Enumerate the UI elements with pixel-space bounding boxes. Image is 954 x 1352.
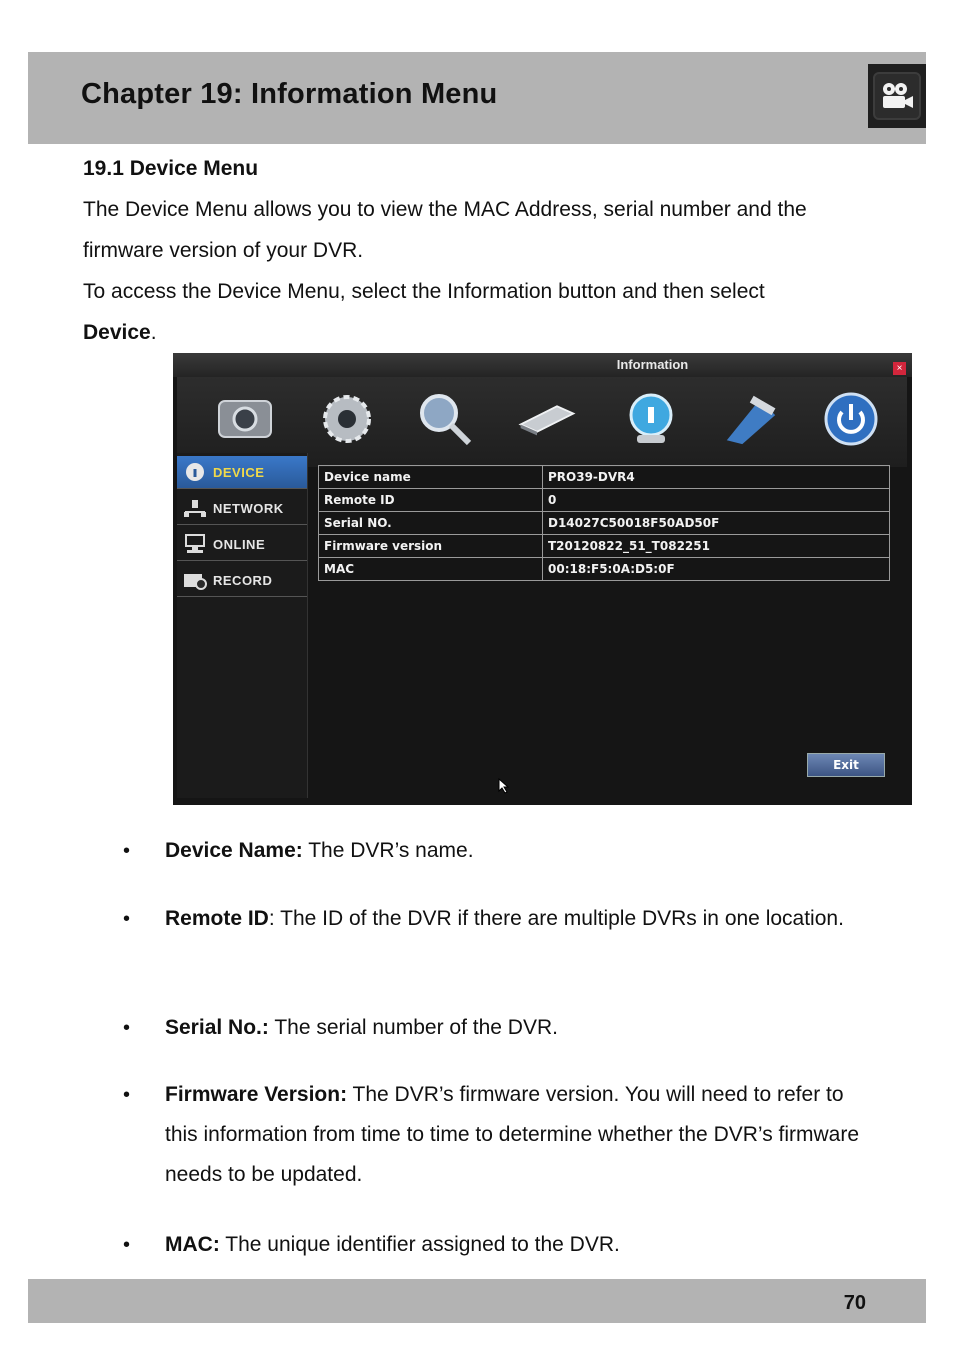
bullet-term: Device Name: [165,839,303,862]
record-icon [183,570,207,590]
video-camera-icon [868,64,926,128]
sidebar-item-online[interactable] [177,528,307,561]
access-end: . [150,321,157,344]
dvr-titlebar [173,353,912,377]
bullet-term: MAC: [165,1233,220,1256]
page-footer [28,1279,926,1323]
row-value: 00:18:F5:0A:D5:0F [543,558,890,581]
row-value: 0 [543,489,890,512]
page-number: 70 [843,1292,866,1314]
mouse-cursor-icon [498,778,510,794]
bullet-text: The DVR’s firmware version. You will need to refer to this information from time to time to determine whether the DVR’s firmware needs to be updated. [165,1083,860,1186]
dvr-window-title: Information [616,357,689,372]
sidebar-item-device[interactable] [177,456,307,489]
info-icon[interactable] [621,389,681,449]
disk-icon[interactable] [517,389,577,449]
chapter-header [28,52,926,144]
list-item: • Firmware Version: The DVR’s firmware version. You will need to refer to this information from time to time to determine whether the DVR’s firmware needs to be updated. [123,1083,860,1186]
row-key: Remote ID [319,489,543,512]
system-icon[interactable] [215,389,275,449]
row-key: MAC [319,558,543,581]
row-value: T20120822_51_T082251 [543,535,890,558]
bullet-text: : The ID of the DVR if there are multiple DVRs in one location. [268,907,844,930]
table-row [319,466,890,489]
search-icon[interactable] [415,389,475,449]
bullet-text: The unique identifier assigned to the DVR. [219,1233,620,1256]
access-bold: Device [83,321,151,344]
device-info-table [318,465,890,581]
access-paragraph [83,271,883,353]
section-title: 19.1 Device Menu [83,157,259,180]
close-icon[interactable]: × [893,362,906,375]
row-value: PRO39-DVR4 [543,466,890,489]
table-row [319,489,890,512]
list-item: • Serial No.: The serial number of the DVR. [123,1016,558,1039]
table-row [319,558,890,581]
access-text: To access the Device Menu, select the Information button and then select [83,280,765,303]
sidebar-item-label: DEVICE [213,464,265,480]
row-value: D14027C50018F50AD50F [543,512,890,535]
exit-button[interactable]: Exit [807,753,885,777]
list-item: • Remote ID: The ID of the DVR if there are multiple DVRs in one location. [123,907,844,930]
row-key: Firmware version [319,535,543,558]
bullet-text: The DVR’s name. [302,839,474,862]
list-item: • MAC: The unique identifier assigned to the DVR. [123,1233,620,1256]
gear-icon[interactable] [317,389,377,449]
bullet-term: Firmware Version: [165,1083,348,1106]
monitor-icon [183,534,207,554]
sidebar-item-label: NETWORK [213,500,284,516]
sidebar-item-network[interactable] [177,492,307,525]
power-icon[interactable] [821,389,881,449]
sidebar-item-record[interactable] [177,564,307,597]
dvr-sidebar [177,453,308,798]
chapter-title: Chapter 19: Information Menu [81,78,498,110]
row-key: Device name [319,466,543,489]
row-key: Serial NO. [319,512,543,535]
list-item: • Device Name: The DVR’s name. [123,839,474,862]
bullet-text: The serial number of the DVR. [268,1016,558,1039]
intro-paragraph: The Device Menu allows you to view the MAC Address, serial number and the firmware version of your DVR. [83,198,807,262]
tools-icon[interactable] [721,389,781,449]
bullet-term: Serial No.: [165,1016,269,1039]
sidebar-item-label: RECORD [213,572,273,588]
table-row [319,535,890,558]
dvr-information-screenshot [173,353,912,805]
info-icon [183,462,207,482]
bullet-term: Remote ID [165,907,269,930]
table-row [319,512,890,535]
network-icon [183,498,207,518]
sidebar-item-label: ONLINE [213,536,266,552]
